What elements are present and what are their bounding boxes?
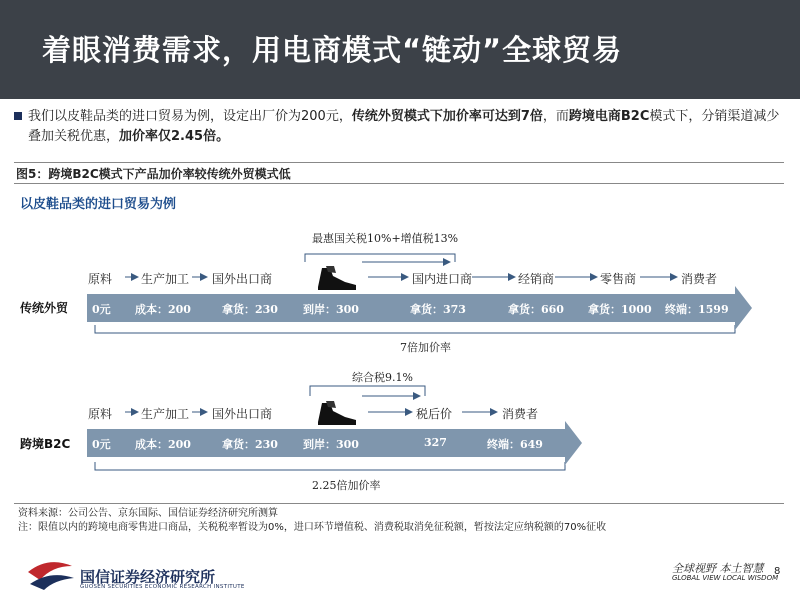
traditional-flow-arrows: [125, 262, 677, 277]
traditional-bar-value: 到岸：300: [303, 303, 359, 316]
traditional-bar-value: 拿货：660: [508, 303, 564, 316]
traditional-stage: 零售商: [600, 272, 637, 286]
traditional-row-label: 传统外贸: [20, 301, 69, 315]
traditional-stage: 经销商: [518, 272, 555, 286]
traditional-bar-value: 拿货：373: [410, 303, 466, 316]
slogan: 全球视野 本土智慧: [672, 562, 764, 575]
crossborder-bar-value: 327: [424, 436, 447, 449]
figure-subtitle: 以皮鞋品类的进口贸易为例: [20, 197, 177, 212]
traditional-bar-value: 成本：200: [135, 303, 191, 316]
crossborder-bar-value: 0元: [92, 438, 111, 451]
traditional-markup-bracket: [95, 325, 735, 333]
shoe-icon: [318, 401, 356, 425]
traditional-stage: 国外出口商: [212, 272, 273, 286]
crossborder-tax-bracket: [310, 386, 425, 396]
crossborder-bar-value: 到岸：300: [303, 438, 359, 451]
intro-text-3: 模式下，分销渠道减少叠加关税优惠，: [28, 109, 780, 144]
figure-title: 图5：跨境B2C模式下产品加价率较传统外贸模式低: [14, 162, 784, 184]
crossborder-bar-value: 成本：200: [135, 438, 191, 451]
page-number: 8: [774, 566, 781, 577]
crossborder-stage: 消费者: [502, 407, 539, 421]
traditional-tax-note: 最惠国关税10%+增值税13%: [312, 232, 459, 245]
crossborder-stage: 原料: [88, 407, 113, 421]
crossborder-stage: 生产加工: [141, 407, 190, 421]
crossborder-row-label: 跨境B2C: [20, 437, 71, 451]
page-title: 着眼消费需求，用电商模式“链动”全球贸易: [42, 33, 623, 67]
source-line: 资料来源：公司公告、京东国际、国信证券经济研究所测算: [18, 508, 278, 519]
note-line: 注：限值以内的跨境电商零售进口商品，关税税率暂设为0%，进口环节增值税、消费税取消免征税额，暂按法定应纳税额的70%征收: [18, 522, 607, 533]
crossborder-stage: 国外出口商: [212, 407, 273, 421]
source-notes: [18, 507, 606, 535]
traditional-bar-value: 拿货：230: [222, 303, 278, 316]
crossborder-markup: 2.25倍加价率: [312, 479, 381, 492]
crossborder-markup-bracket: [95, 462, 565, 470]
intro-bold-2: 跨境电商B2C: [568, 109, 650, 124]
intro-text-2: ，而: [542, 109, 569, 124]
traditional-bar-value: 拿货：1000: [588, 303, 652, 316]
crossborder-bar-value: 拿货：230: [222, 438, 278, 451]
crossborder-stage: 税后价: [416, 407, 453, 421]
traditional-stage: 生产加工: [141, 272, 190, 286]
intro-bold-1: 传统外贸模式下加价率可达到7倍: [351, 109, 543, 124]
traditional-stage: 原料: [88, 272, 113, 286]
traditional-stage: 消费者: [681, 272, 718, 286]
intro-text-1: 我们以皮鞋品类的进口贸易为例，设定出厂价为200元，: [28, 109, 352, 124]
crossborder-bar-value: 终端：649: [487, 438, 543, 451]
slogan-en: GLOBAL VIEW LOCAL WISDOM: [672, 574, 779, 582]
traditional-markup: 7倍加价率: [400, 341, 451, 354]
crossborder-tax-note: 综合税9.1%: [352, 371, 413, 384]
company-name-en: GUOSEN SECURITIES ECONOMIC RESEARCH INSTITUTE: [80, 584, 245, 590]
source-divider: [14, 503, 784, 504]
intro-bold-3: 加价率仅2.45倍。: [119, 129, 230, 144]
traditional-bar-value: 0元: [92, 303, 111, 316]
shoe-icon: [318, 266, 356, 290]
company-name: 国信证券经济研究所: [80, 568, 216, 586]
traditional-tax-bracket: [305, 254, 455, 262]
traditional-stage: 国内进口商: [412, 272, 473, 286]
guosen-logo-icon: [28, 562, 74, 590]
traditional-bar-value: 终端：1599: [665, 303, 729, 316]
